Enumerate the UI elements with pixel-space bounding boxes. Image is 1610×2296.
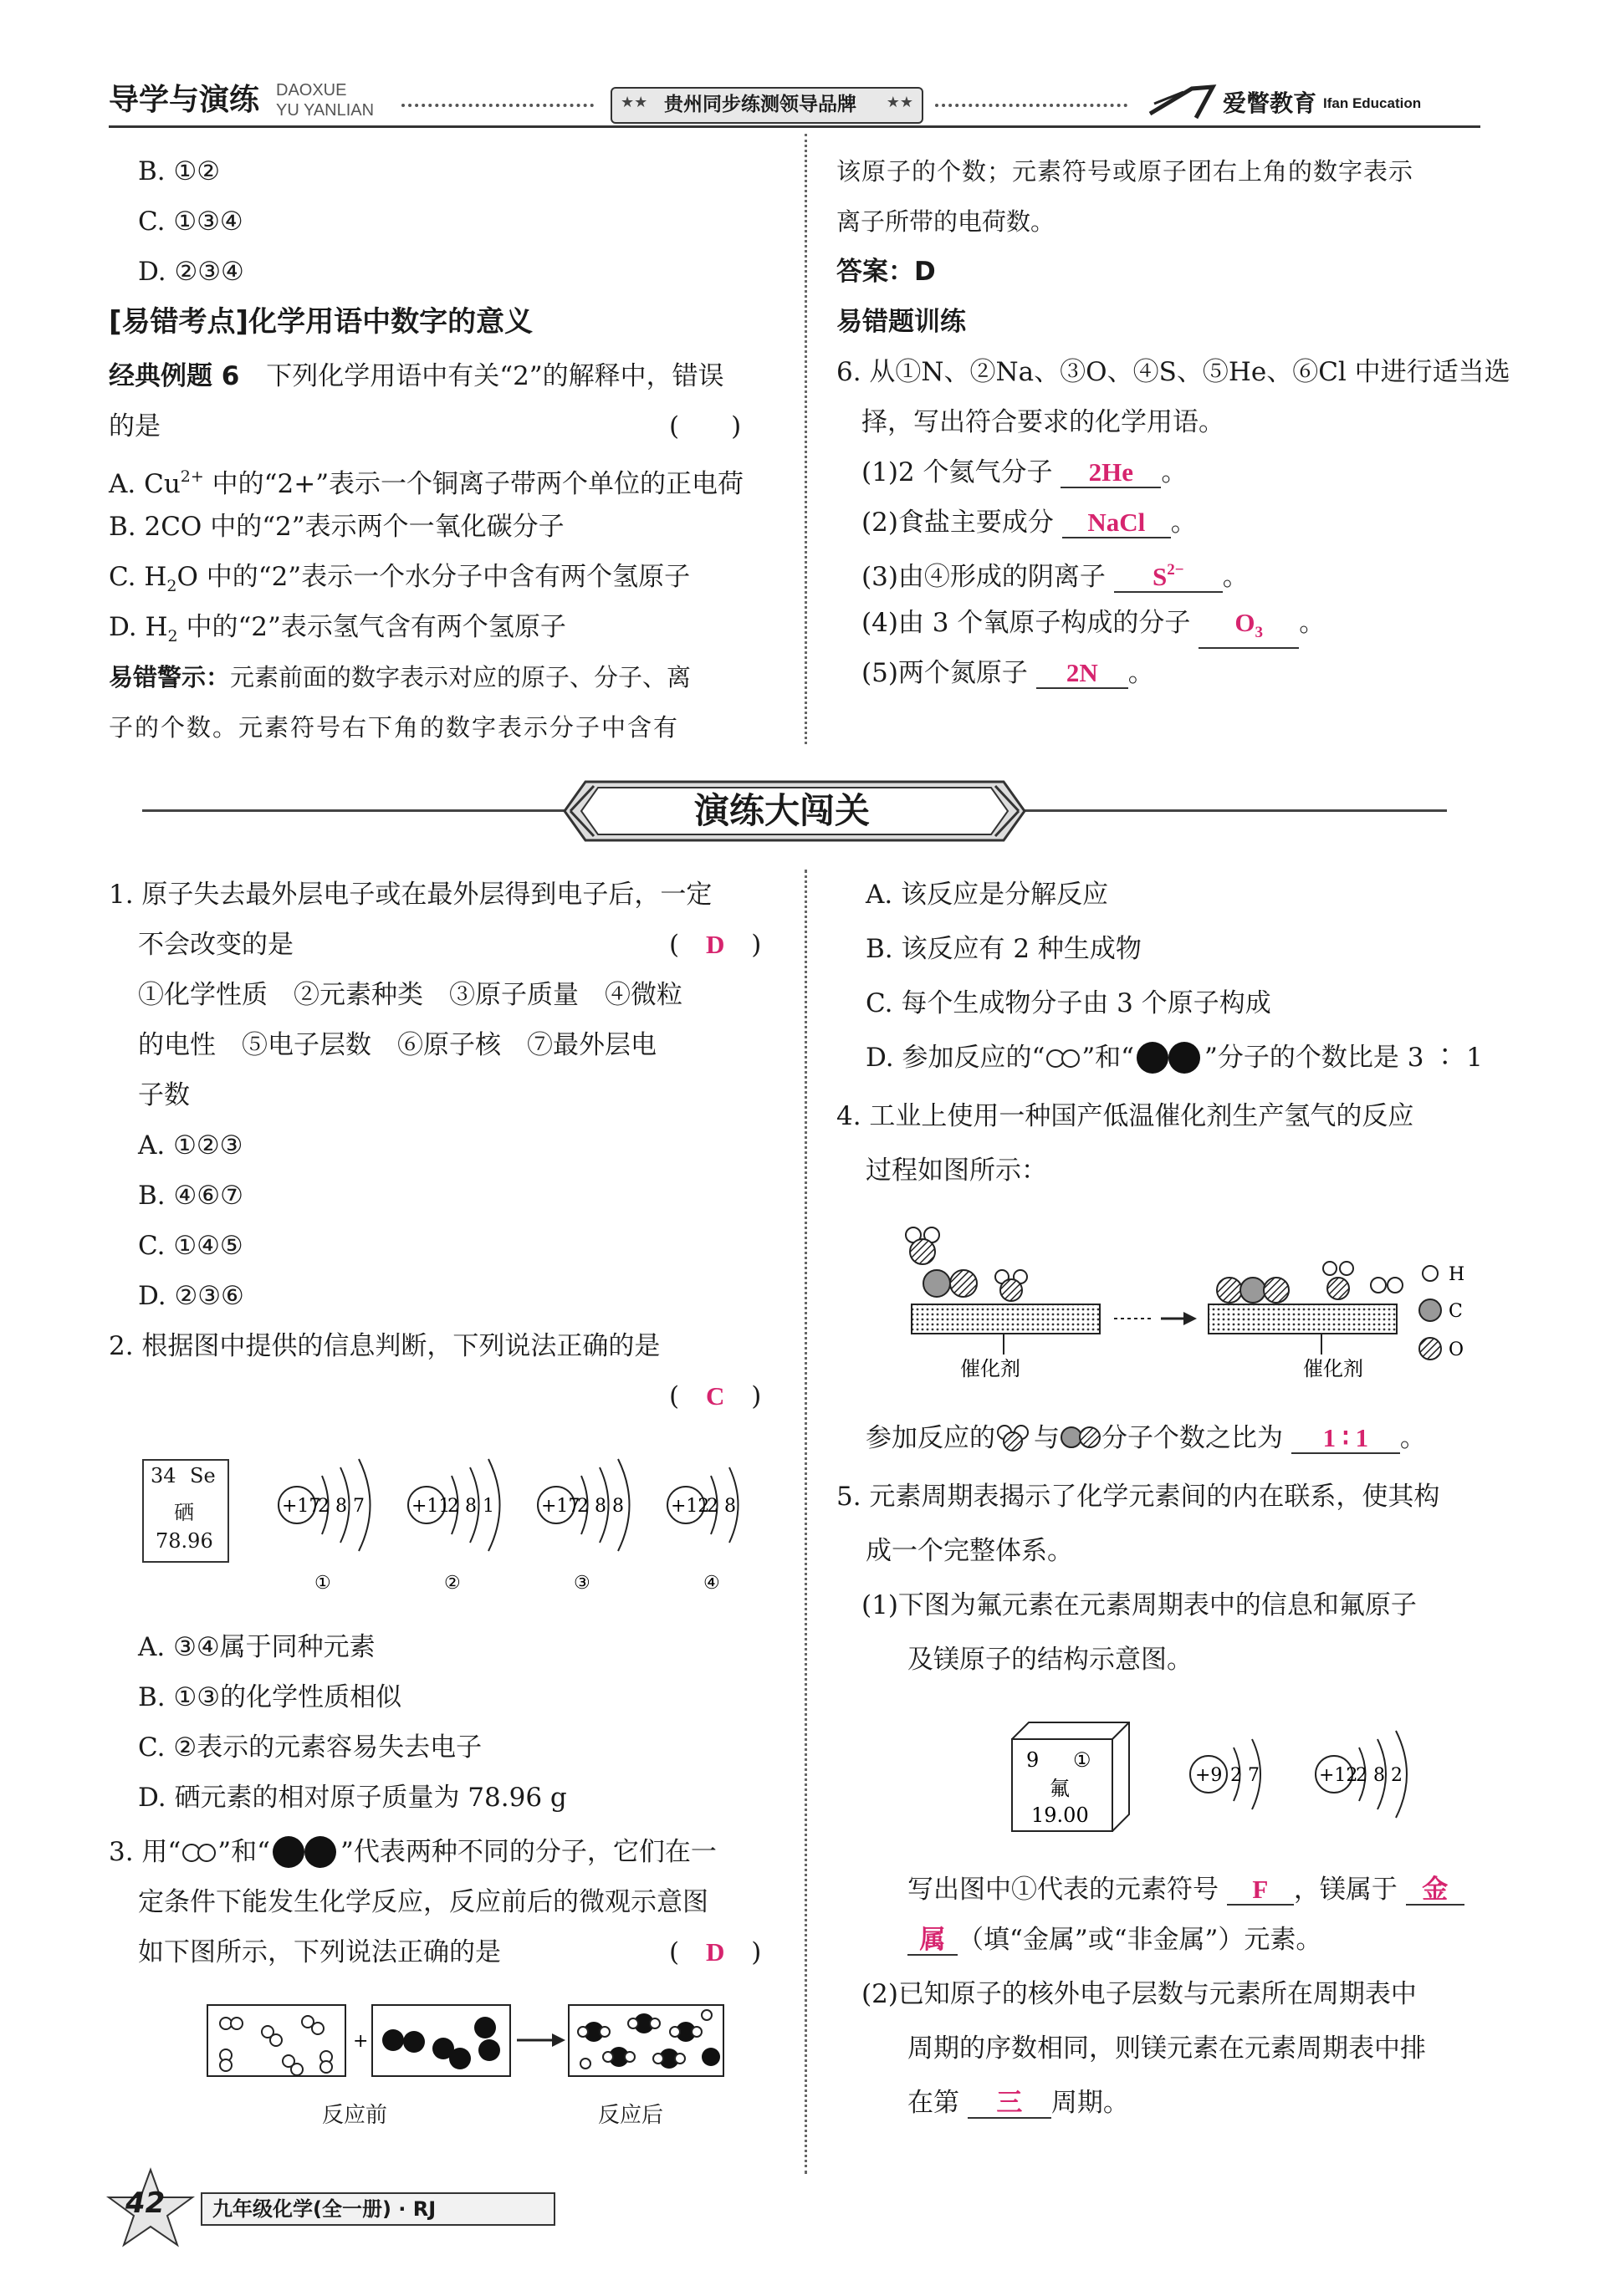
q6-item-4: [861, 606, 1325, 649]
f-mark: ①: [1073, 1748, 1091, 1772]
answer-label: 答案：: [836, 257, 914, 287]
q5-part2-pre: 在第: [907, 2088, 959, 2118]
fluorine-atom: [1190, 1739, 1260, 1809]
fluorine-card: [1008, 1718, 1133, 1835]
q4-answer: 1 ∶ 1: [1291, 1424, 1400, 1454]
q1-line-4: 的电性 ⑤电子层数 ⑥原子核 ⑦最外层电: [138, 1030, 657, 1060]
q3-plus: +: [353, 2031, 369, 2052]
banner-line-right: [1020, 809, 1447, 812]
q3-option-a: A. 该反应是分解反应: [866, 880, 1109, 910]
q1-option-c: C. ①④⑤: [138, 1231, 243, 1261]
atom-1-nucleus: +17: [282, 1496, 321, 1517]
q2-option-d: D. 硒元素的相对原子质量为 78.96 g: [138, 1783, 567, 1813]
q6-item-1-text: (1)2 个氦气分子: [861, 457, 1053, 487]
badge-stars-left: ★★: [621, 94, 648, 111]
example-option-b: B. 2CO 中的“2”表示两个一氧化碳分子: [109, 512, 565, 542]
legend-h: H: [1449, 1264, 1465, 1285]
prev-option-c: C. ①③④: [138, 207, 243, 237]
q3-option-d-pre: D. 参加反应的“: [866, 1043, 1045, 1073]
q6-item-3: [861, 556, 1249, 594]
option-d-pre: D. H: [109, 612, 168, 642]
q2-option-a: A. ③④属于同种元素: [138, 1632, 376, 1662]
q6-item-2: [861, 506, 1197, 539]
prev-option-d: D. ②③④: [138, 257, 244, 287]
q5-answer-metal-1: 金: [1406, 1875, 1464, 1906]
badge-text: 贵州同步练测领导品牌: [664, 94, 856, 115]
q4-line-1: 4. 工业上使用一种国产低温催化剂生产氢气的反应: [836, 1101, 1414, 1131]
prev-option-b: B. ①②: [138, 156, 221, 186]
q3-paren-left: (: [669, 1937, 680, 1967]
section-title: [易错考点]化学用语中数字的意义: [109, 305, 534, 339]
q5-fill-line-2: [907, 1923, 1321, 1957]
q4-period: 。: [1399, 1423, 1426, 1453]
option-c-sub: 2: [166, 577, 177, 595]
header-dots-left: [401, 104, 594, 107]
atom-2: [408, 1459, 500, 1594]
brand-pinyin-2: YU YANLIAN: [276, 101, 375, 120]
q5-part2-line-3: [907, 2086, 1129, 2120]
atom-3-shells: 2 8 8: [577, 1496, 624, 1517]
banner-line-left: [142, 809, 569, 812]
q3-label-before: 反应前: [322, 2103, 388, 2128]
q6-item-5: [861, 656, 1154, 690]
q6-answer-3-sup: 2−: [1167, 561, 1184, 579]
warning-cont-1: 该原子的个数；元素符号或原子团右上角的数字表示: [836, 157, 1414, 186]
q5-answer-metal-2: 属: [907, 1926, 958, 1956]
q2-option-b: B. ①③的化学性质相似: [138, 1682, 402, 1712]
q1-option-b: B. ④⑥⑦: [138, 1181, 243, 1211]
q2-paren: [669, 1380, 761, 1413]
example-option-a: [109, 460, 744, 501]
option-a-pre: A. Cu: [109, 469, 181, 499]
f-atom-shells: 2 7: [1230, 1765, 1260, 1786]
option-a-post: 中的“2+”表示一个铜离子带两个单位的正电荷: [203, 469, 744, 499]
q3-label-after: 反应后: [598, 2103, 664, 2128]
atom-2-label: ②: [444, 1573, 461, 1594]
q3-line-2: 定条件下能发生化学反应，反应前后的微观示意图: [138, 1887, 708, 1917]
selenium-card: [142, 1459, 229, 1563]
q6-answer-3-base: S: [1152, 562, 1168, 591]
q3-paren-right: ): [751, 1937, 762, 1967]
warning-text-1: 元素前面的数字表示对应的原子、分子、离: [230, 663, 692, 691]
q6-item-2-text: (2)食盐主要成分: [861, 508, 1054, 538]
q5-answer-period: 三: [968, 2089, 1051, 2119]
brand-pinyin-1: DAOXUE: [276, 81, 347, 99]
q6-item-5-text: (5)两个氮原子: [861, 658, 1028, 688]
q1-paren-left: (: [669, 930, 680, 960]
column-divider-bottom: [805, 870, 807, 2174]
q1-line-1: 1. 原子失去最外层电子或在最外层得到电子后，一定: [109, 880, 713, 910]
catalyst-label-2: 催化剂: [1303, 1357, 1363, 1380]
atom-4-label: ④: [703, 1573, 720, 1594]
q5-fill-line-1: [907, 1873, 1464, 1906]
atom-1: [279, 1459, 371, 1594]
q2-paren-right: ): [751, 1381, 762, 1411]
q5-part1-line-1: (1)下图为氟元素在元素周期表中的信息和氟原子: [861, 1590, 1417, 1620]
q6-answer-4-sub: 3: [1255, 624, 1264, 641]
q6-period-2: 。: [1170, 508, 1197, 538]
mg-atom-nucleus: +12: [1319, 1765, 1358, 1786]
q3-option-b: B. 该反应有 2 种生成物: [866, 934, 1142, 964]
q6-item-3-text: (3)由④形成的阴离子: [861, 562, 1106, 592]
q3-line-1-pre: 3. 用“: [109, 1837, 181, 1867]
logo-en: Ifan Education: [1323, 95, 1422, 111]
q3-line-1-mid: ”和“: [217, 1837, 270, 1867]
q1-answer: D: [705, 930, 725, 959]
q5-fill-post: （填“金属”或“非金属”）元素。: [958, 1925, 1322, 1955]
q6-answer-5: 2N: [1036, 659, 1128, 689]
q3-option-d-post: ”分子的个数比是 3 ∶ 1: [1204, 1043, 1483, 1073]
atom-2-shells: 2 8 1: [447, 1496, 494, 1517]
q2-line-1: 2. 根据图中提供的信息判断，下列说法正确的是: [109, 1331, 661, 1361]
example-line-1: [109, 360, 724, 393]
q3-answer: D: [705, 1937, 725, 1967]
q5-line-2: 成一个完整体系。: [866, 1536, 1073, 1566]
header-rule: [109, 125, 1480, 128]
mg-atom-shells: 2 8 2: [1356, 1765, 1403, 1786]
water-molecule-icon: [995, 1423, 1034, 1452]
atom-3-label: ③: [574, 1573, 590, 1594]
warning-label: 易错警示：: [109, 663, 231, 691]
q5-line-1: 5. 元素周期表揭示了化学元素间的内在联系，使其构: [836, 1482, 1440, 1512]
legend-o: O: [1449, 1339, 1464, 1360]
q2-atom-diagrams: [259, 1438, 786, 1605]
option-a-sup: 2+: [180, 467, 204, 486]
atom-3: [538, 1459, 630, 1594]
footer-book-box: [201, 2192, 555, 2226]
q5-part1-line-2: 及镁原子的结构示意图。: [907, 1645, 1193, 1675]
q5-part2-post: 周期。: [1050, 2088, 1129, 2118]
q1-line-3: ①化学性质 ②元素种类 ③原子质量 ④微粒: [138, 980, 682, 1010]
header-dots-right: [935, 104, 1127, 107]
q4-line-2: 过程如图所示：: [866, 1156, 1047, 1186]
q5-atom-diagrams: [1175, 1722, 1476, 1831]
q3-option-d: [866, 1041, 1483, 1074]
q6-line-2: 择，写出符合要求的化学用语。: [861, 407, 1224, 437]
white-molecule-icon: [1045, 1048, 1081, 1069]
q3-line-1-post: ”代表两种不同的分子，它们在一: [340, 1837, 717, 1867]
q4-question-pre: 参加反应的: [866, 1423, 995, 1453]
q1-line-5: 子数: [138, 1080, 190, 1110]
black-molecule-icon: [270, 1835, 340, 1869]
q3-option-c: C. 每个生成物分子由 3 个原子构成: [866, 988, 1271, 1018]
atom-4-shells: 2 8: [707, 1496, 736, 1517]
q4-question-mid: 与: [1034, 1423, 1060, 1453]
q5-part2-line-2: 周期的序数相同，则镁元素在元素周期表中排: [907, 2033, 1426, 2064]
q6-answer-2: NaCl: [1062, 508, 1171, 538]
atom-4-nucleus: +12: [671, 1496, 710, 1517]
legend-c: C: [1449, 1301, 1463, 1322]
logo-cn: 爱瞥教育: [1223, 89, 1317, 117]
badge-stars-right: ★★: [886, 94, 913, 111]
q6-answer-1: 2He: [1061, 458, 1161, 488]
q3-paren: [669, 1936, 761, 1969]
f-mass: 19.00: [1031, 1804, 1089, 1827]
q5-answer-symbol: F: [1227, 1875, 1294, 1906]
footer-book: 九年级化学(全一册) · RJ: [212, 2197, 437, 2221]
option-c-post: O 中的“2”表示一个水分子中含有两个氢原子: [176, 562, 691, 592]
q6-period-5: 。: [1127, 658, 1154, 688]
example-label: 经典例题 6: [109, 361, 240, 391]
q4-question-post: 分子个数之比为: [1101, 1423, 1283, 1453]
se-symbol: Se: [190, 1464, 216, 1487]
q2-paren-left: (: [669, 1381, 680, 1411]
q3-line-1: [109, 1835, 717, 1869]
q6-answer-3: [1114, 556, 1223, 593]
q6-line-1: 6. 从①N、②Na、③O、④S、⑤He、⑥Cl 中进行适当选: [836, 357, 1510, 387]
q4-catalyst-diagram: [895, 1217, 1497, 1384]
atom-4: [667, 1467, 739, 1594]
atom-3-nucleus: +17: [541, 1496, 580, 1517]
q3-option-d-mid: ”和“: [1081, 1043, 1135, 1073]
q3-reaction-diagram: [201, 1998, 736, 2082]
q6-period-3: 。: [1222, 562, 1249, 592]
q1-paren-right: ): [751, 930, 762, 960]
f-name: 氟: [1050, 1777, 1070, 1800]
white-molecule-icon: [181, 1842, 217, 1864]
magnesium-atom: [1316, 1731, 1407, 1818]
q6-period-1: 。: [1161, 457, 1188, 487]
answer-value: D: [914, 257, 936, 287]
header-badge: [611, 87, 923, 124]
example-paren: ( ): [669, 411, 742, 441]
q1-line-2: 不会改变的是: [138, 930, 294, 960]
se-mass: 78.96: [156, 1529, 213, 1553]
example-question-1: 下列化学用语中有关“2”的解释中，错误: [266, 361, 724, 391]
page-number: 42: [125, 2186, 166, 2220]
q6-answer-4: [1199, 609, 1299, 649]
option-d-sub: 2: [167, 627, 178, 645]
training-title: 易错题训练: [836, 307, 966, 337]
example-option-c: [109, 560, 690, 603]
example-option-d: [109, 610, 566, 653]
q6-item-4-text: (4)由 3 个氧原子构成的分子: [861, 608, 1191, 638]
option-d-post: 中的“2”表示氢气含有两个氢原子: [177, 612, 566, 642]
f-atom-nucleus: +9: [1195, 1765, 1223, 1786]
brand: 导学与演练: [109, 83, 260, 117]
q6-item-1: [861, 456, 1187, 489]
q1-paren: [669, 928, 761, 962]
logo-mark-icon: [1146, 80, 1221, 122]
banner-title: 演练大闯关: [694, 790, 871, 831]
answer-line: [836, 255, 936, 288]
example-question-2: 的是: [109, 411, 161, 441]
warning-line-1: [109, 661, 691, 694]
q2-answer: C: [705, 1381, 725, 1411]
se-name: 硒: [174, 1501, 194, 1524]
f-number: 9: [1026, 1748, 1040, 1772]
q5-part2-line-1: (2)已知原子的核外电子层数与元素所在周期表中: [861, 1979, 1417, 2009]
warning-cont-2: 离子所带的电荷数。: [836, 207, 1055, 236]
co-molecule-icon: [1060, 1425, 1101, 1450]
q2-option-c: C. ②表示的元素容易失去电子: [138, 1732, 483, 1763]
q6-period-4: 。: [1299, 608, 1326, 638]
se-number: 34: [151, 1464, 176, 1487]
black-molecule-icon: [1134, 1041, 1204, 1074]
catalyst-label-1: 催化剂: [960, 1357, 1020, 1380]
q5-fill-pre: 写出图中①代表的元素符号: [907, 1875, 1219, 1905]
atom-1-label: ①: [314, 1573, 331, 1594]
atom-2-nucleus: +11: [411, 1496, 451, 1517]
q1-option-a: A. ①②③: [138, 1130, 243, 1161]
atom-1-shells: 2 8 7: [318, 1496, 365, 1517]
q3-line-3: 如下图所示，下列说法正确的是: [138, 1937, 501, 1967]
column-divider-top: [805, 134, 807, 744]
option-c-pre: C. H: [109, 562, 167, 592]
q6-answer-4-base: O: [1234, 608, 1255, 637]
q4-question: [866, 1421, 1426, 1455]
q5-fill-mid: ，镁属于: [1293, 1875, 1398, 1905]
q1-option-d: D. ②③⑥: [138, 1281, 244, 1311]
warning-text-2: 子的个数。元素符号右下角的数字表示分子中含有: [109, 713, 680, 742]
